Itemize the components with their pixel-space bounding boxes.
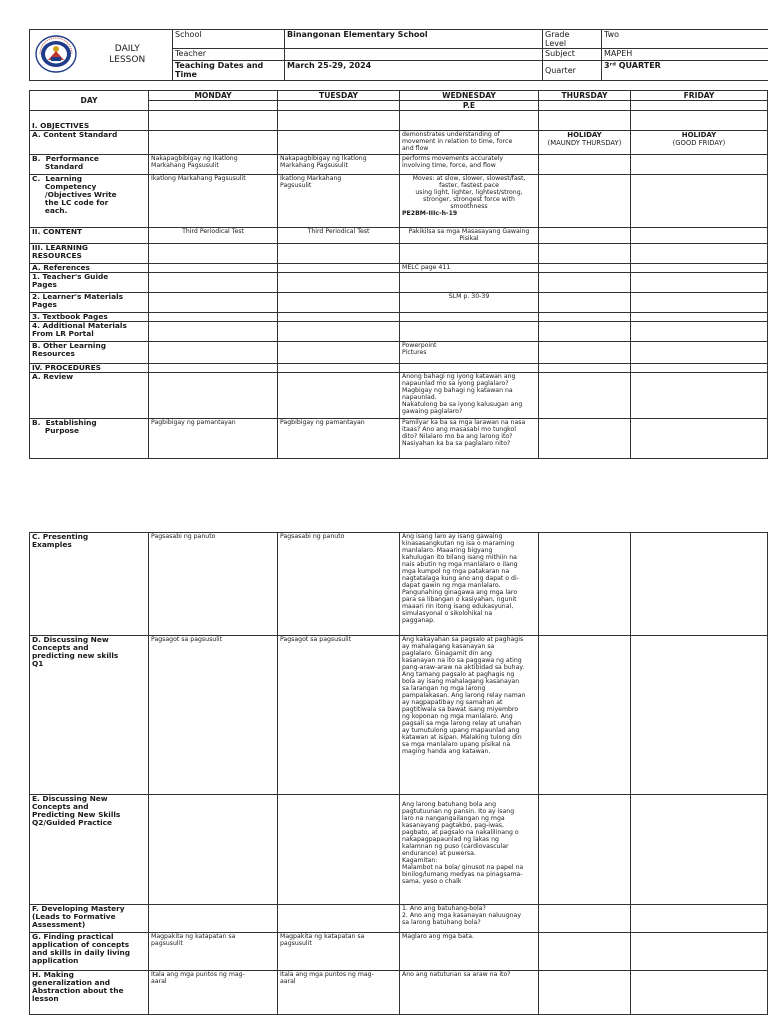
teacher-value	[285, 49, 543, 61]
objectives-label: I. OBJECTIVES	[30, 111, 149, 131]
monday-performance: Nakapagbibigay ng Ikatlong Markahang Pagsusulit	[149, 155, 278, 175]
tuesday-header: TUESDAY	[278, 91, 400, 101]
monday-competency: Ikatlong Markahang Pagsusulit	[149, 175, 278, 228]
discussing-q1-label: D. Discussing New Concepts and predicting new skills Q1	[30, 636, 149, 795]
monday-presenting: Pagsasabi ng panuto	[149, 533, 278, 636]
monday-generalization: Itala ang mga puntos ng mag- aaral	[149, 971, 278, 1015]
other-resources-label: B. Other Learning Resources	[30, 342, 149, 364]
competency-code: PE2BM-IIIc-h-19	[402, 210, 458, 217]
developing-mastery-label: F. Developing Mastery (Leads to Formative Assessment)	[30, 905, 149, 933]
lesson-plan-table-page-2	[29, 532, 768, 1015]
learning-resources-label: III. LEARNING RESOURCES	[30, 244, 149, 264]
subject-value: MAPEH	[602, 49, 768, 61]
additional-materials-label: 4. Additional Materials From LR Portal	[30, 322, 149, 342]
tuesday-discussing: Pagsagot sa pagsusulit	[278, 636, 400, 795]
learning-competency-label: C. Learning Competency /Objectives Write the LC code for each.	[30, 175, 149, 228]
tuesday-purpose: Pagbibigay ng pamantayan	[278, 419, 400, 459]
practical-application-label: G. Finding practical application of concepts and skills in daily living application	[30, 933, 149, 971]
deped-seal-icon	[34, 34, 78, 74]
deped-seal	[30, 30, 83, 81]
teachers-guide-label: 1. Teacher's Guide Pages	[30, 273, 149, 293]
grade-level-value: Two	[602, 30, 768, 49]
wednesday-purpose: Pamilyar ka ba sa mga larawan na nasa itaas? Ano ang masasabi mo tungkol dito? Nilalaro mo ba ang larong ito? Nasiyahan ka ba sa paglalaro nito?	[400, 419, 539, 459]
wednesday-subject: P.E	[400, 101, 539, 111]
friday-holiday	[631, 131, 768, 155]
quarter-value: 3ʳᵈ QUARTER	[602, 61, 768, 81]
monday-content: Third Periodical Test	[149, 228, 278, 244]
content-label: II. CONTENT	[30, 228, 149, 244]
references-label: A. References	[30, 264, 149, 273]
wednesday-competency	[400, 175, 539, 228]
generalization-label: H. Making generalization and Abstraction about the lesson	[30, 971, 149, 1015]
wednesday-mastery: 1. Ano ang batuhang-bola? 2. Ano ang mga kasanayan naluugnay sa larong batuhang bola?	[400, 905, 539, 933]
daily-lesson-title: DAILY LESSON	[83, 30, 173, 81]
teaching-dates-label: Teaching Dates and Time	[173, 61, 285, 81]
establishing-purpose-label: B. Establishing Purpose	[30, 419, 149, 459]
learners-materials-label: 2. Learner's Materials Pages	[30, 293, 149, 313]
wednesday-discussing-q2: Ang larong batuhang bola ang pagtutuunan ng pansin. Ito ay isang laro na nangangailangan ng mga kasanayang pagtakbo, pag-iwas, pagbato, at pagsalo na nakalilinang o nakapagpapaunlad ng lakas ng kalamnan ng puso (cardiovascular endurance) at puwersa. Kagamitan: Malambot na bola/ ginusot na papel na binilog/lumang medyas na pinagsama- sama, yeso o chalk	[400, 795, 539, 905]
lesson-plan-table-page-1	[29, 90, 768, 459]
quarter-label: Quarter	[543, 61, 602, 81]
wednesday-lm-pages: SLM p. 30-39	[400, 293, 539, 313]
wednesday-review: Anong bahagi ng iyong katawan ang napaunlad mo sa iyong paglalaro? Magbigay ng bahagi ng katawan na napaunlad. Nakatulong ba sa iyong kalusugan ang gawaing paglalaro?	[400, 373, 539, 419]
teaching-dates-value: March 25-29, 2024	[285, 61, 543, 81]
wednesday-competency-text: Moves: at slow, slower, slowest/fast, faster, fastest pace using light, lighter, lightest/strong, stronger, strongest force with smoothness	[412, 175, 526, 210]
procedures-label: IV. PROCEDURES	[30, 364, 149, 373]
header-info-table	[29, 29, 768, 81]
presenting-examples-label: C. Presenting Examples	[30, 533, 149, 636]
wednesday-presenting: Ang isang laro ay isang gawaing kinasasangkutan ng isa o maraming manlalaro. Maaaring bigyang kahulugan ito bilang isang mithiin na nais abutin ng mga manlalaro o ilang mga kumpol ng mga patakaran na nagtatalaga kung ano ang dapat o di- dapat gawin ng mga manlalaro. Pangunahing ginagawa ang mga laro para sa libangan o kasiyahan, ngunit maaari rin itong isang edukasyunal, simulasyonal o sikolohikal na pagganap.	[400, 533, 539, 636]
wednesday-generalization: Ano ang natutunan sa araw na ito?	[400, 971, 539, 1015]
discussing-q2-label: E. Discussing New Concepts and Predicting New Skills Q2/Guided Practice	[30, 795, 149, 905]
friday-holiday-label: HOLIDAY	[681, 131, 717, 139]
tuesday-performance: Nakapagbibigay ng Ikatlong Markahang Pagsusulit	[278, 155, 400, 175]
wednesday-other-resources: Powerpoint Pictures	[400, 342, 539, 364]
thursday-holiday-reason: (MAUNDY THURSDAY)	[547, 139, 622, 147]
friday-header: FRIDAY	[631, 91, 768, 101]
tuesday-generalization: Itala ang mga puntos ng mag- aaral	[278, 971, 400, 1015]
wednesday-performance: performs movements accurately involving time, force, and flow	[400, 155, 539, 175]
wednesday-content: Pakikilsa sa mga Masasayang Gawaing Pisikal	[400, 228, 539, 244]
tuesday-practical: Magpakita ng katapatan sa pagsusulit	[278, 933, 400, 971]
thursday-holiday-label: HOLIDAY	[567, 131, 602, 139]
wednesday-header: WEDNESDAY	[400, 91, 539, 101]
monday-purpose: Pagbibigay ng pamantayan	[149, 419, 278, 459]
performance-standard-label: B. Performance Standard	[30, 155, 149, 175]
wednesday-practical: Maglaro ang mga bata.	[400, 933, 539, 971]
subject-label: Subject	[543, 49, 602, 61]
monday-practical: Magpakita ng katapatan sa pagsusulit	[149, 933, 278, 971]
school-label: School	[173, 30, 285, 49]
school-value: Binangonan Elementary School	[285, 30, 543, 49]
monday-header: MONDAY	[149, 91, 278, 101]
textbook-pages-label: 3. Textbook Pages	[30, 313, 149, 322]
tuesday-content: Third Periodical Test	[278, 228, 400, 244]
wednesday-content-standard: demonstrates understanding of movement in relation to time, force and flow	[400, 131, 539, 155]
friday-holiday-reason: (GOOD FRIDAY)	[672, 139, 726, 147]
tuesday-presenting: Pagsasabi ng panuto	[278, 533, 400, 636]
content-standard-label: A. Content Standard	[30, 131, 149, 155]
wednesday-discussing-q1: Ang kakayahan sa pagsalo at paghagis ay mahalagang kasanayan sa paglalaro. Ginagamit din ang kasanayan na ito sa paggawa ng ating pang-araw-araw na aktibidad sa buhay. Ang tamang pagsalo at paghagis ng bola ay isang mahalagang kasanayan sa larangan ng mga larong pampalakasan. Ang larong relay naman ay nagpapatibay ng samahan at pagtitiwala sa bawat isang miyembro ng koponan ng mga manlalaro. Ang pagsali sa mga larong relay at unahan ay tumutulong upang mapaunlad ang katawan at isipan. Malaking tulong din sa mga manlalaro upang pisikal na maging handa ang katawan.	[400, 636, 539, 795]
teacher-label: Teacher	[173, 49, 285, 61]
tuesday-competency: Ikatlong Markahang Pagsusulit	[278, 175, 400, 228]
thursday-holiday	[539, 131, 631, 155]
monday-discussing: Pagsagot sa pagsusulit	[149, 636, 278, 795]
grade-level-label: Grade Level	[543, 30, 602, 49]
review-label: A. Review	[30, 373, 149, 419]
day-header: DAY	[30, 91, 149, 111]
thursday-header: THURSDAY	[539, 91, 631, 101]
wednesday-references: MELC page 411	[400, 264, 539, 273]
